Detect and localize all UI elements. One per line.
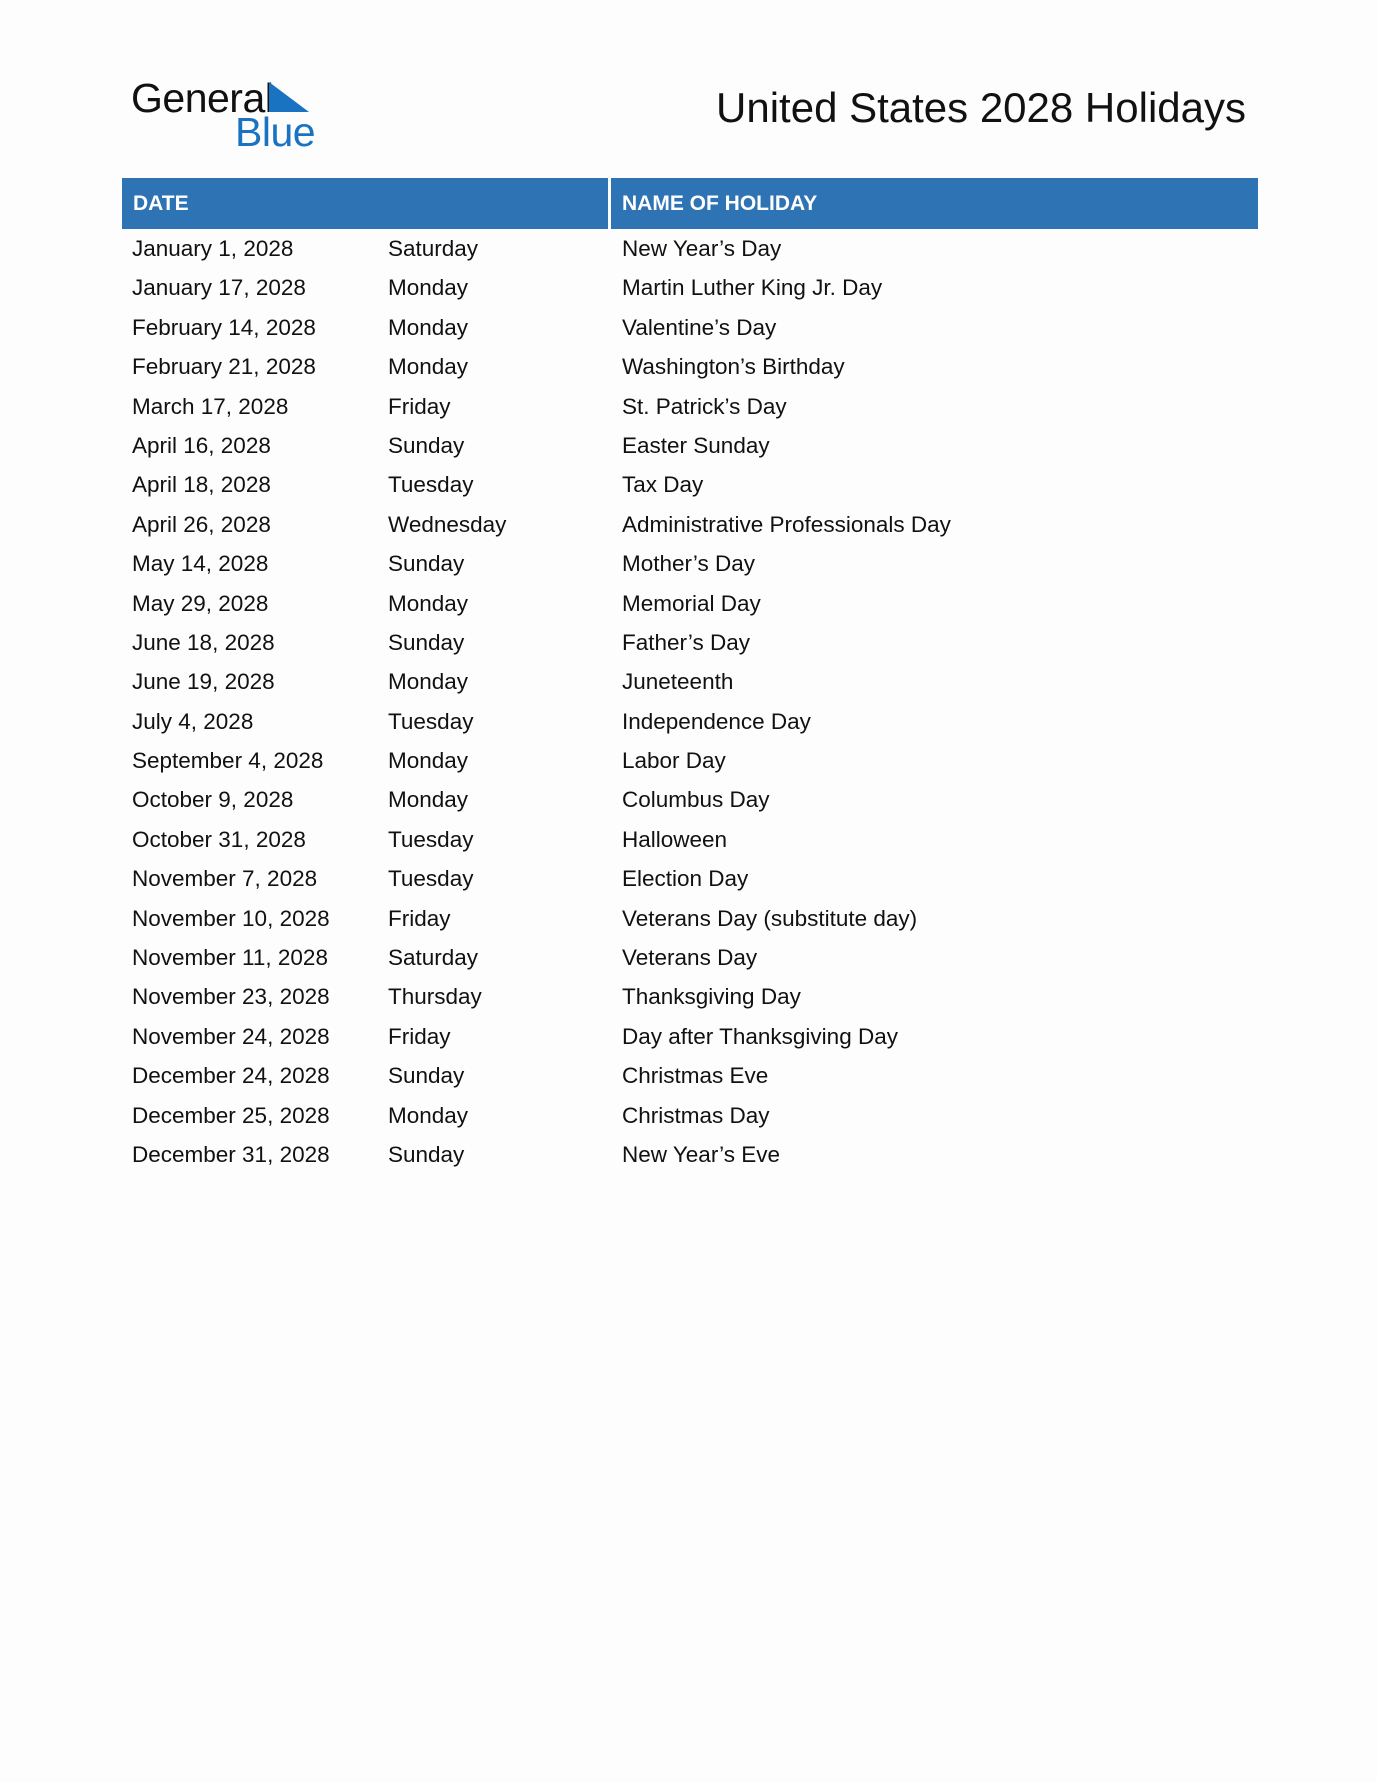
holiday-name: Thanksgiving Day	[622, 984, 801, 1010]
holiday-date: October 31, 2028	[132, 826, 306, 852]
holiday-date: January 17, 2028	[132, 275, 306, 301]
holiday-weekday: Friday	[388, 393, 451, 419]
holiday-date: May 29, 2028	[132, 590, 269, 616]
holiday-name: Independence Day	[622, 708, 811, 734]
holiday-date: June 19, 2028	[132, 669, 275, 695]
holiday-name: Mother’s Day	[622, 551, 755, 577]
table-row	[122, 623, 1258, 662]
holiday-weekday: Wednesday	[388, 511, 507, 537]
holiday-weekday: Friday	[388, 1023, 451, 1049]
holiday-weekday: Monday	[388, 787, 469, 813]
holiday-date: December 25, 2028	[132, 1102, 330, 1128]
holiday-name: Election Day	[622, 866, 749, 892]
table-row	[122, 1056, 1258, 1095]
table-body	[122, 229, 1258, 1174]
table-row	[122, 308, 1258, 347]
holiday-name: Christmas Eve	[622, 1063, 769, 1089]
holiday-name: Father’s Day	[622, 629, 750, 655]
holiday-date: June 18, 2028	[132, 629, 275, 655]
table-row	[122, 741, 1258, 780]
holiday-name: Juneteenth	[622, 669, 734, 695]
holiday-date: November 23, 2028	[132, 984, 330, 1010]
holiday-date: November 24, 2028	[132, 1023, 330, 1049]
holiday-weekday: Saturday	[388, 236, 479, 261]
holiday-name: Easter Sunday	[622, 432, 770, 458]
holiday-weekday: Sunday	[388, 1141, 465, 1167]
holiday-name: St. Patrick’s Day	[622, 393, 787, 419]
holiday-date: February 21, 2028	[132, 354, 316, 380]
holiday-weekday: Tuesday	[388, 826, 474, 852]
table-row	[122, 938, 1258, 977]
table-row	[122, 544, 1258, 583]
holiday-name: Tax Day	[622, 472, 704, 498]
holiday-date: May 14, 2028	[132, 551, 269, 577]
table-row	[122, 662, 1258, 701]
holiday-weekday: Monday	[388, 314, 469, 340]
logo-word-blue: Blue	[235, 109, 316, 155]
holiday-weekday: Sunday	[388, 432, 465, 458]
generalblue-logo	[131, 75, 321, 155]
holiday-weekday: Tuesday	[388, 866, 474, 892]
table-row	[122, 229, 1258, 268]
holiday-weekday: Tuesday	[388, 708, 474, 734]
table-row	[122, 465, 1258, 504]
holiday-name: Columbus Day	[622, 787, 770, 813]
column-header-date: DATE	[122, 178, 608, 229]
holiday-table	[122, 178, 1258, 1174]
holiday-weekday: Monday	[388, 669, 469, 695]
holiday-name: Martin Luther King Jr. Day	[622, 275, 883, 301]
holiday-name: Veterans Day (substitute day)	[622, 905, 918, 931]
table-row	[122, 1017, 1258, 1056]
holiday-name: Day after Thanksgiving Day	[622, 1023, 898, 1049]
table-row	[122, 268, 1258, 307]
table-row	[122, 584, 1258, 623]
holiday-weekday: Sunday	[388, 551, 465, 577]
holiday-date: December 31, 2028	[132, 1141, 330, 1167]
logo-word-general: General	[131, 75, 274, 121]
table-row	[122, 1135, 1258, 1174]
holiday-date: April 26, 2028	[132, 511, 271, 537]
logo-triangle-icon	[269, 82, 309, 112]
holiday-weekday: Sunday	[388, 1063, 465, 1089]
holiday-date: April 16, 2028	[132, 432, 271, 458]
holiday-name: New Year’s Day	[622, 236, 782, 261]
table-row	[122, 859, 1258, 898]
holiday-weekday: Monday	[388, 354, 469, 380]
holiday-name: Washington’s Birthday	[622, 354, 845, 380]
holiday-date: March 17, 2028	[132, 393, 289, 419]
holiday-weekday: Monday	[388, 1102, 469, 1128]
table-row	[122, 780, 1258, 819]
holiday-date: February 14, 2028	[132, 314, 316, 340]
table-row	[122, 505, 1258, 544]
holiday-date: November 11, 2028	[132, 945, 328, 971]
table-header	[122, 178, 1258, 229]
holiday-name: Valentine’s Day	[622, 314, 777, 340]
holiday-name: Administrative Professionals Day	[622, 511, 951, 537]
holiday-name: Labor Day	[622, 748, 726, 774]
holiday-date: November 10, 2028	[132, 905, 330, 931]
holiday-name: New Year’s Eve	[622, 1141, 781, 1167]
table-row	[122, 426, 1258, 465]
table-row	[122, 1096, 1258, 1135]
holiday-weekday: Saturday	[388, 945, 479, 971]
page-title: United States 2028 Holidays	[716, 84, 1246, 131]
holiday-date: July 4, 2028	[132, 708, 254, 734]
table-row	[122, 820, 1258, 859]
holiday-weekday: Thursday	[388, 984, 482, 1010]
holiday-weekday: Monday	[388, 275, 469, 301]
table-row	[122, 899, 1258, 938]
holiday-name: Veterans Day	[622, 945, 758, 971]
holiday-name: Christmas Day	[622, 1102, 770, 1128]
table-row	[122, 387, 1258, 426]
holiday-weekday: Monday	[388, 748, 469, 774]
holiday-date: October 9, 2028	[132, 787, 294, 813]
holiday-weekday: Sunday	[388, 629, 465, 655]
holiday-date: April 18, 2028	[132, 472, 271, 498]
holiday-weekday: Tuesday	[388, 472, 474, 498]
table-row	[122, 347, 1258, 386]
holiday-date: January 1, 2028	[132, 236, 294, 261]
table-row	[122, 702, 1258, 741]
holiday-weekday: Monday	[388, 590, 469, 616]
holiday-weekday: Friday	[388, 905, 451, 931]
holiday-date: September 4, 2028	[132, 748, 324, 774]
holiday-name: Halloween	[622, 826, 728, 852]
holiday-date: December 24, 2028	[132, 1063, 330, 1089]
column-header-holiday-name: NAME OF HOLIDAY	[611, 178, 1258, 229]
holiday-date: November 7, 2028	[132, 866, 318, 892]
holiday-name: Memorial Day	[622, 590, 761, 616]
table-row	[122, 977, 1258, 1016]
